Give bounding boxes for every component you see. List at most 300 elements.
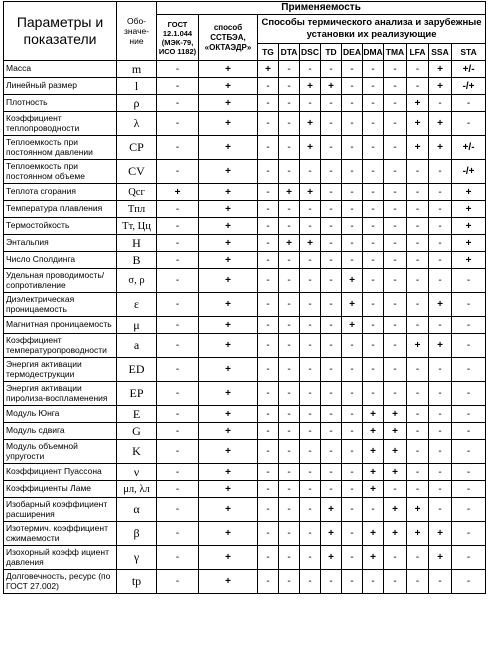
row-name: Плотность (4, 95, 117, 112)
row-value: - (363, 317, 384, 334)
table-row (4, 464, 486, 481)
table-row (4, 406, 486, 423)
row-value: - (452, 464, 486, 481)
row-value: - (407, 464, 429, 481)
row-value: - (258, 252, 279, 269)
row-value: + (452, 235, 486, 252)
method-header-dma: DMA (363, 44, 384, 61)
row-value: + (407, 334, 429, 358)
row-name: Линейный размер (4, 78, 117, 95)
row-value: - (279, 136, 300, 160)
row-name: Модуль Юнга (4, 406, 117, 423)
row-value: - (429, 481, 452, 498)
row-symbol: a (117, 334, 157, 358)
row-value: - (258, 201, 279, 218)
row-value: + (429, 293, 452, 317)
row-value: - (279, 160, 300, 184)
row-value: +/- (452, 136, 486, 160)
row-value: - (384, 269, 407, 293)
row-value: - (407, 358, 429, 382)
row-value: - (363, 235, 384, 252)
row-value: - (384, 218, 407, 235)
row-value: - (407, 481, 429, 498)
row-value: - (300, 440, 321, 464)
row-value: - (363, 570, 384, 594)
table-row (4, 293, 486, 317)
row-value: + (452, 252, 486, 269)
row-value: - (157, 406, 199, 423)
row-value: + (199, 570, 258, 594)
row-value: - (157, 546, 199, 570)
row-value: - (384, 293, 407, 317)
table-row (4, 136, 486, 160)
row-value: - (384, 252, 407, 269)
row-value: + (199, 160, 258, 184)
row-value: + (199, 498, 258, 522)
row-value: - (258, 95, 279, 112)
row-name: Масса (4, 61, 117, 78)
row-value: - (342, 334, 363, 358)
method-header-sta: STA (452, 44, 486, 61)
row-value: - (279, 498, 300, 522)
table-row (4, 570, 486, 594)
row-symbol: Тт, Цц (117, 218, 157, 235)
row-value: + (199, 423, 258, 440)
row-value: - (342, 423, 363, 440)
row-value: + (199, 218, 258, 235)
row-value: - (279, 252, 300, 269)
row-value: - (384, 95, 407, 112)
row-value: - (300, 498, 321, 522)
row-name: Энтальпия (4, 235, 117, 252)
method-header-dea: DEA (342, 44, 363, 61)
row-value: - (384, 160, 407, 184)
row-value: - (157, 334, 199, 358)
row-value: - (321, 358, 342, 382)
row-value: + (199, 358, 258, 382)
table-row (4, 78, 486, 95)
row-value: - (321, 440, 342, 464)
row-value: - (300, 252, 321, 269)
row-value: - (429, 184, 452, 201)
row-symbol: ε (117, 293, 157, 317)
row-value: - (429, 235, 452, 252)
row-symbol: λ (117, 112, 157, 136)
row-value: - (342, 358, 363, 382)
row-value: - (321, 252, 342, 269)
row-name: Коэффициенты Ламе (4, 481, 117, 498)
table-body (4, 61, 486, 594)
row-value: - (363, 184, 384, 201)
row-value: - (407, 440, 429, 464)
row-value: + (384, 464, 407, 481)
row-value: - (384, 570, 407, 594)
row-value: + (199, 464, 258, 481)
row-value: - (363, 201, 384, 218)
row-value: - (157, 218, 199, 235)
row-value: - (363, 269, 384, 293)
row-symbol: β (117, 522, 157, 546)
row-value: - (407, 382, 429, 406)
row-symbol: H (117, 235, 157, 252)
row-value: -/+ (452, 78, 486, 95)
row-value: - (279, 406, 300, 423)
row-value: - (300, 293, 321, 317)
row-value: + (279, 235, 300, 252)
row-value: - (363, 358, 384, 382)
row-value: - (157, 440, 199, 464)
row-value: - (429, 218, 452, 235)
row-value: - (363, 78, 384, 95)
table-row (4, 160, 486, 184)
row-value: - (452, 481, 486, 498)
row-value: - (279, 358, 300, 382)
row-value: - (321, 218, 342, 235)
method-header-td: TD (321, 44, 342, 61)
row-value: - (384, 136, 407, 160)
row-symbol: CP (117, 136, 157, 160)
row-value: - (157, 293, 199, 317)
row-value: - (279, 78, 300, 95)
row-value: - (157, 464, 199, 481)
row-value: - (452, 334, 486, 358)
row-value: - (452, 269, 486, 293)
row-value: - (321, 317, 342, 334)
row-name: Теплоемкость при постоянном давлении (4, 136, 117, 160)
row-value: - (363, 61, 384, 78)
row-value: + (321, 498, 342, 522)
row-value: - (407, 570, 429, 594)
row-value: - (258, 440, 279, 464)
row-value: - (157, 317, 199, 334)
method-header-tg: TG (258, 44, 279, 61)
row-value: - (342, 570, 363, 594)
row-value: - (300, 218, 321, 235)
row-symbol: K (117, 440, 157, 464)
row-value: - (452, 293, 486, 317)
row-value: - (279, 570, 300, 594)
row-value: + (452, 184, 486, 201)
header-notation: Обо-значе-ние (117, 2, 157, 61)
row-value: - (407, 218, 429, 235)
row-value: - (157, 136, 199, 160)
table-row (4, 61, 486, 78)
row-value: + (199, 334, 258, 358)
row-value: - (429, 406, 452, 423)
row-value: + (199, 61, 258, 78)
table-row (4, 522, 486, 546)
row-value: - (300, 317, 321, 334)
method-header-lfa: LFA (407, 44, 429, 61)
row-value: - (279, 440, 300, 464)
row-name: Коэффициент теплопроводности (4, 112, 117, 136)
row-symbol: ED (117, 358, 157, 382)
row-value: - (300, 546, 321, 570)
table-row (4, 440, 486, 464)
row-value: - (300, 95, 321, 112)
row-value: - (157, 252, 199, 269)
row-value: - (300, 570, 321, 594)
table-row (4, 317, 486, 334)
row-name: Модуль сдвига (4, 423, 117, 440)
row-value: - (452, 522, 486, 546)
row-value: - (321, 61, 342, 78)
row-value: + (384, 498, 407, 522)
row-name: Теплота сгорания (4, 184, 117, 201)
row-value: - (258, 218, 279, 235)
row-value: - (279, 317, 300, 334)
row-symbol: CV (117, 160, 157, 184)
method-header-ssa: SSA (429, 44, 452, 61)
row-value: - (429, 423, 452, 440)
row-value: + (429, 61, 452, 78)
row-name: Удельная проводимость/ сопротивление (4, 269, 117, 293)
row-value: - (279, 95, 300, 112)
row-value: - (321, 160, 342, 184)
row-value: + (342, 317, 363, 334)
row-value: - (363, 95, 384, 112)
row-value: - (407, 61, 429, 78)
row-value: -/+ (452, 160, 486, 184)
row-value: - (300, 423, 321, 440)
row-value: - (157, 423, 199, 440)
row-value: - (258, 334, 279, 358)
row-value: - (429, 570, 452, 594)
row-value: - (300, 61, 321, 78)
row-value: - (452, 546, 486, 570)
row-value: - (157, 269, 199, 293)
row-value: - (157, 95, 199, 112)
table-row (4, 218, 486, 235)
row-value: - (157, 201, 199, 218)
row-value: - (452, 358, 486, 382)
row-value: - (157, 160, 199, 184)
row-value: - (342, 498, 363, 522)
row-value: - (407, 160, 429, 184)
row-value: + (429, 334, 452, 358)
row-value: + (429, 78, 452, 95)
row-value: - (157, 481, 199, 498)
row-value: + (199, 317, 258, 334)
row-value: - (429, 317, 452, 334)
row-value: + (407, 112, 429, 136)
row-value: - (407, 293, 429, 317)
row-value: - (342, 546, 363, 570)
row-value: + (452, 218, 486, 235)
row-value: - (321, 406, 342, 423)
row-name: Энергия активации пиролиза-воспламенения (4, 382, 117, 406)
row-value: - (300, 406, 321, 423)
row-value: - (258, 423, 279, 440)
row-value: - (321, 235, 342, 252)
row-value: - (363, 112, 384, 136)
row-value: + (342, 269, 363, 293)
row-value: - (429, 358, 452, 382)
row-value: + (429, 546, 452, 570)
row-value: - (342, 252, 363, 269)
table-row (4, 95, 486, 112)
row-value: - (321, 184, 342, 201)
row-value: - (258, 498, 279, 522)
table-row (4, 201, 486, 218)
row-value: + (199, 201, 258, 218)
row-name: Изохорный коэфф ициент давления (4, 546, 117, 570)
row-value: - (452, 570, 486, 594)
row-value: - (321, 334, 342, 358)
row-value: + (199, 440, 258, 464)
row-value: - (384, 546, 407, 570)
row-symbol: α (117, 498, 157, 522)
row-value: - (342, 481, 363, 498)
row-value: - (452, 112, 486, 136)
method-header-dsc: DSC (300, 44, 321, 61)
table-row (4, 235, 486, 252)
row-value: - (279, 112, 300, 136)
row-value: - (300, 358, 321, 382)
row-value: - (321, 423, 342, 440)
row-value: - (342, 112, 363, 136)
row-value: + (321, 522, 342, 546)
row-value: - (429, 252, 452, 269)
row-symbol: B (117, 252, 157, 269)
table-row (4, 498, 486, 522)
row-value: - (258, 481, 279, 498)
row-name: Термостойкость (4, 218, 117, 235)
row-symbol: l (117, 78, 157, 95)
row-value: + (199, 112, 258, 136)
table-row (4, 423, 486, 440)
row-symbol: Qсг (117, 184, 157, 201)
row-value: - (279, 382, 300, 406)
row-value: - (300, 522, 321, 546)
row-value: - (407, 269, 429, 293)
header-gost: ГОСТ 12.1.044 (МЭК-79, ИСО 1182) (157, 15, 199, 61)
row-name: Долговечность, ресурс (по ГОСТ 27.002) (4, 570, 117, 594)
row-value: + (258, 61, 279, 78)
properties-table (3, 1, 486, 594)
row-name: Энергия активации термодеструкции (4, 358, 117, 382)
row-value: - (342, 382, 363, 406)
table-row (4, 481, 486, 498)
row-value: - (258, 546, 279, 570)
properties-table-container (3, 1, 486, 594)
row-value: - (321, 570, 342, 594)
row-value: - (407, 201, 429, 218)
row-value: - (407, 78, 429, 95)
row-value: - (258, 136, 279, 160)
table-row (4, 269, 486, 293)
row-value: - (279, 201, 300, 218)
row-value: - (363, 334, 384, 358)
row-value: + (300, 136, 321, 160)
row-value: + (384, 522, 407, 546)
row-value: + (199, 184, 258, 201)
header-primenyaemost: Применяемость (157, 2, 486, 15)
row-value: - (342, 201, 363, 218)
row-value: - (407, 252, 429, 269)
row-value: + (199, 235, 258, 252)
row-name: Число Сполдинга (4, 252, 117, 269)
row-value: - (321, 481, 342, 498)
row-value: - (258, 78, 279, 95)
row-value: + (384, 423, 407, 440)
row-value: + (429, 112, 452, 136)
row-value: - (363, 382, 384, 406)
row-value: - (342, 522, 363, 546)
row-symbol: μ (117, 317, 157, 334)
row-symbol: E (117, 406, 157, 423)
row-value: - (407, 235, 429, 252)
row-value: + (407, 95, 429, 112)
row-value: - (407, 184, 429, 201)
row-value: + (199, 78, 258, 95)
row-value: + (363, 522, 384, 546)
row-name: Температура плавления (4, 201, 117, 218)
method-header-dta: DTA (279, 44, 300, 61)
row-value: + (199, 269, 258, 293)
row-value: - (342, 136, 363, 160)
row-value: - (258, 522, 279, 546)
row-value: - (452, 440, 486, 464)
row-value: - (321, 136, 342, 160)
row-value: - (157, 522, 199, 546)
row-value: - (300, 334, 321, 358)
row-value: - (258, 570, 279, 594)
row-value: + (199, 522, 258, 546)
row-value: - (342, 160, 363, 184)
row-value: - (452, 95, 486, 112)
row-value: - (384, 358, 407, 382)
header-sposob: способ ССТБЭА, «ОКТАЭДР» (199, 15, 258, 61)
table-row (4, 382, 486, 406)
row-value: - (321, 464, 342, 481)
row-symbol: ρ (117, 95, 157, 112)
row-value: - (384, 78, 407, 95)
row-value: - (407, 317, 429, 334)
row-value: + (157, 184, 199, 201)
row-value: + (363, 464, 384, 481)
row-value: - (258, 160, 279, 184)
row-value: - (342, 406, 363, 423)
row-value: - (452, 423, 486, 440)
row-value: - (342, 95, 363, 112)
row-value: - (429, 95, 452, 112)
row-value: - (384, 382, 407, 406)
row-value: - (321, 112, 342, 136)
row-value: - (384, 317, 407, 334)
row-value: - (300, 201, 321, 218)
header-sposoby: Способы термического анализа и зарубежные установки их реализующие (258, 15, 486, 44)
row-value: + (452, 201, 486, 218)
row-value: - (429, 464, 452, 481)
row-value: - (384, 184, 407, 201)
row-value: + (300, 235, 321, 252)
table-row (4, 334, 486, 358)
row-value: + (407, 498, 429, 522)
row-value: - (321, 293, 342, 317)
row-symbol: EP (117, 382, 157, 406)
row-name: Магнитная проницаемость (4, 317, 117, 334)
row-value: + (407, 136, 429, 160)
row-name: Теплоемкость при постоянном объеме (4, 160, 117, 184)
row-value: - (279, 218, 300, 235)
row-value: - (157, 570, 199, 594)
row-name: Диэлектрическая проницаемость (4, 293, 117, 317)
row-value: + (199, 252, 258, 269)
row-value: + (407, 522, 429, 546)
row-value: - (258, 317, 279, 334)
header-param: Параметры и показатели (4, 2, 117, 61)
